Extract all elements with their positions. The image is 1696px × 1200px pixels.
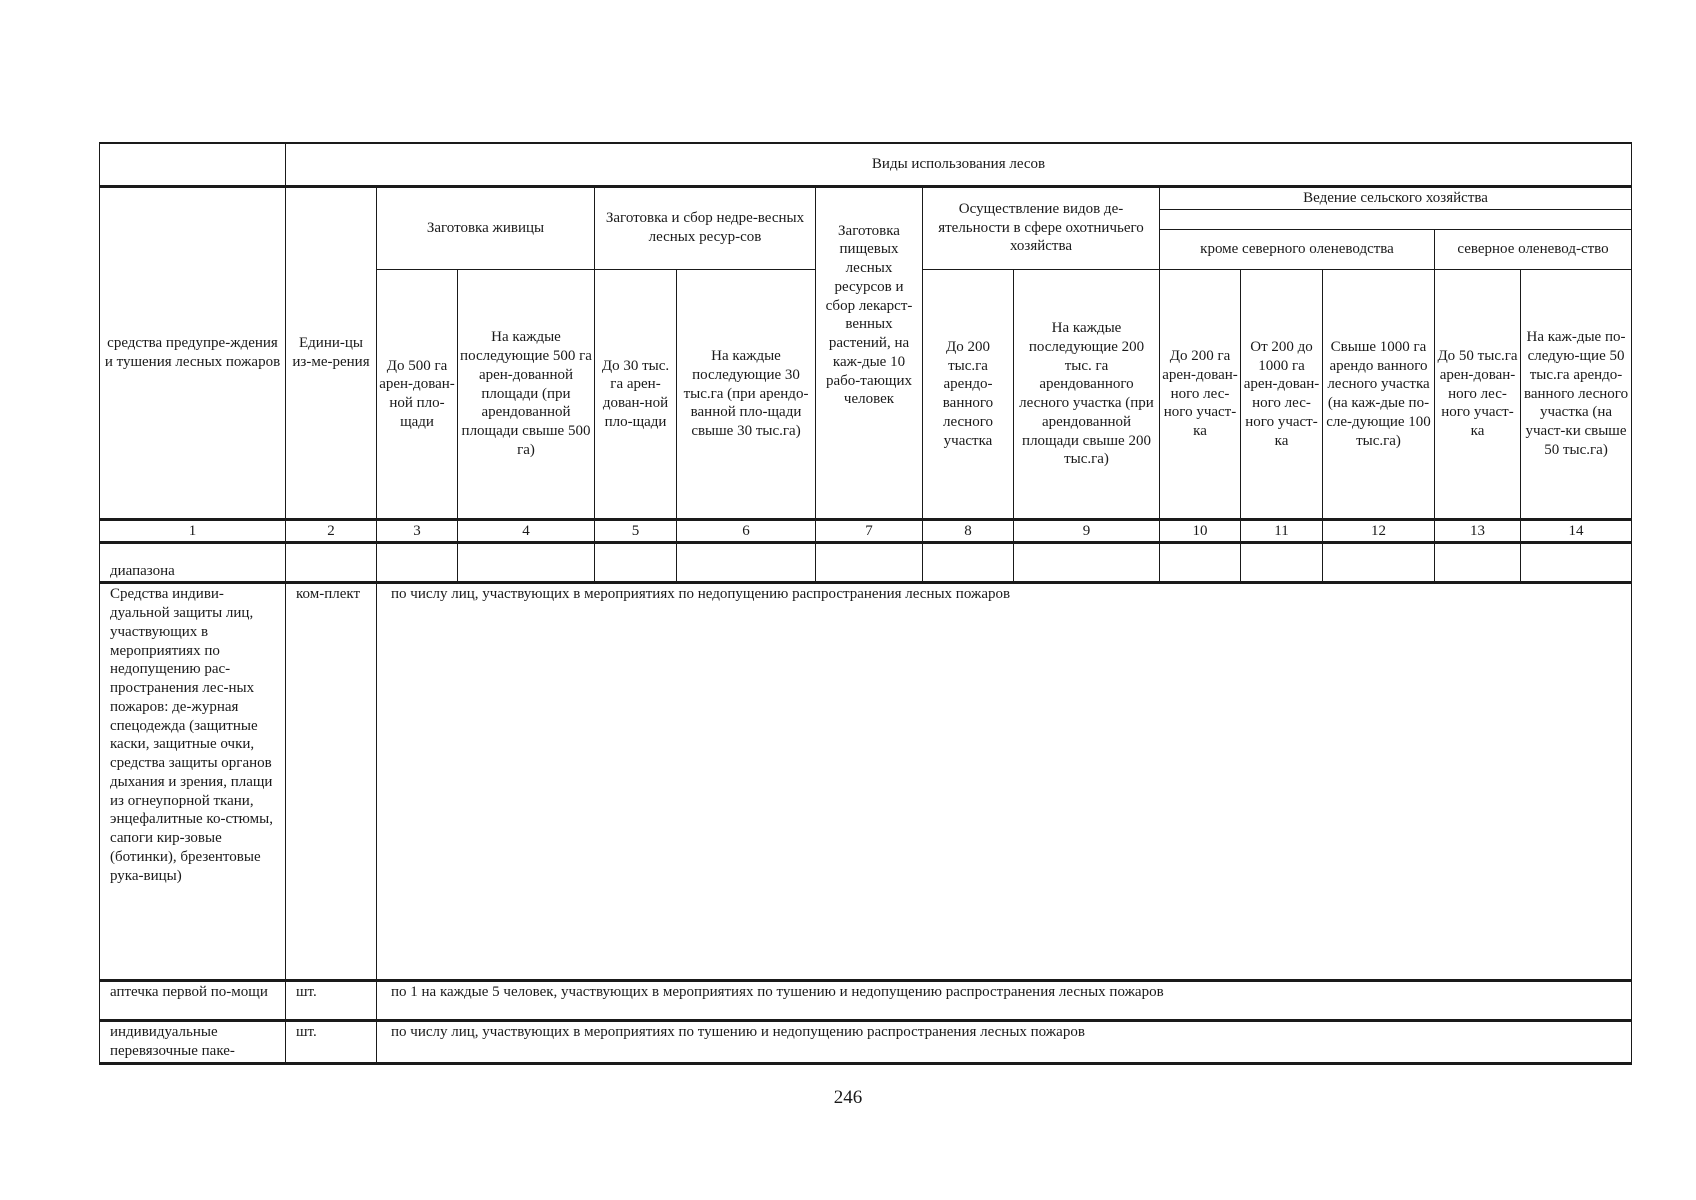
table-cell [1160, 543, 1241, 583]
group-header-hunting: Осуществление видов де-ятельности в сфере охотничьего хозяйства [923, 186, 1160, 269]
table-row-unit: шт. [286, 1021, 377, 1064]
column-header-14: На каж-дые по-следую-щие 50 тыс.га арендо-ванного лесного участка (на участ-ки свыше 50 тыс.га) [1521, 269, 1632, 519]
column-header-8: До 200 тыс.га арендо-ванного лесного участка [923, 269, 1014, 519]
forest-fire-equipment-table [99, 142, 1632, 1065]
column-header-13: До 50 тыс.га арен-дован-ного лес-ного участ-ка [1435, 269, 1521, 519]
group-header-except-reindeer: кроме северного оленеводства [1160, 229, 1435, 269]
column-number: 14 [1521, 519, 1632, 543]
column-number: 8 [923, 519, 1014, 543]
table-cell [1435, 543, 1521, 583]
column-header-3: До 500 га арен-дован-ной пло-щади [377, 269, 458, 519]
column-number: 12 [1323, 519, 1435, 543]
table-cell [1241, 543, 1323, 583]
table-cell [1014, 543, 1160, 583]
group-header-nonwood: Заготовка и сбор недре-весных лесных ресур-сов [595, 186, 816, 269]
table-cell [286, 543, 377, 583]
column-number: 5 [595, 519, 677, 543]
header-corner-cell [100, 143, 286, 186]
table-row-name: индивидуальные перевязочные паке- [100, 1021, 286, 1064]
table-cell [677, 543, 816, 583]
table-row-note: по числу лиц, участвующих в мероприятиях по недопущению распространения лесных пожаров [377, 583, 1632, 981]
column-number: 7 [816, 519, 923, 543]
column-number: 4 [458, 519, 595, 543]
column-number: 11 [1241, 519, 1323, 543]
group-header-resin: Заготовка живицы [377, 186, 595, 269]
group-header-agriculture: Ведение сельского хозяйства [1160, 186, 1632, 209]
table-cell [595, 543, 677, 583]
column-header-6: На каждые последующие 30 тыс.га (при арендо-ванной пло-щади свыше 30 тыс.га) [677, 269, 816, 519]
column-header-means: средства предупре-ждения и тушения лесных пожаров [100, 186, 286, 519]
table-cell [1323, 543, 1435, 583]
column-header-10: До 200 га арен-дован-ного лес-ного участ-ка [1160, 269, 1241, 519]
column-number: 6 [677, 519, 816, 543]
column-header-5: До 30 тыс. га арен-дован-ной пло-щади [595, 269, 677, 519]
forest-use-types-header: Виды использования лесов [286, 143, 1632, 186]
table-cell [923, 543, 1014, 583]
column-number: 13 [1435, 519, 1521, 543]
column-header-11: От 200 до 1000 га арен-дован-ного лес-ного участ-ка [1241, 269, 1323, 519]
table-row-unit: шт. [286, 981, 377, 1021]
table-row-name: аптечка первой по-мощи [100, 981, 286, 1021]
column-header-food-resources: Заготовка пищевых лесных ресурсов и сбор лекарст-венных растений, на каж-дые 10 рабо-тающих человек [816, 186, 923, 519]
column-number: 9 [1014, 519, 1160, 543]
table-row-name: диапазона [100, 543, 286, 583]
column-header-9: На каждые последующие 200 тыс. га арендованного лесного участка (при арендованной площади свыше 200 тыс.га) [1014, 269, 1160, 519]
column-header-units: Едини-цы из-ме-рения [286, 186, 377, 519]
column-number: 1 [100, 519, 286, 543]
group-header-reindeer: северное оленевод-ство [1435, 229, 1632, 269]
table-cell [1521, 543, 1632, 583]
column-number: 10 [1160, 519, 1241, 543]
table-cell [377, 543, 458, 583]
table-row-note: по 1 на каждые 5 человек, участвующих в мероприятиях по тушению и недопущению распространения лесных пожаров [377, 981, 1632, 1021]
column-header-4: На каждые последующие 500 га арен-дованной площади (при арендованной площади свыше 500 га) [458, 269, 595, 519]
table-cell [816, 543, 923, 583]
page-number: 246 [833, 1087, 863, 1108]
column-number: 3 [377, 519, 458, 543]
agriculture-spacer-cell [1160, 209, 1632, 229]
column-header-12: Свыше 1000 га арендо ванного лесного участка (на каж-дые по-сле-дующие 100 тыс.га) [1323, 269, 1435, 519]
table-row-name: Средства индиви-дуальной защиты лиц, участвующих в мероприятиях по недопущению рас-пространения лес-ных пожаров: де-журная спецодежда (защитные каски, защитные очки, средства защиты органов дыхания и зрения, плащи из огнеупорной ткани, энцефалитные ко-стюмы, сапоги кир-зовые (ботинки), брезентовые рука-вицы) [100, 583, 286, 981]
table-cell [458, 543, 595, 583]
column-number: 2 [286, 519, 377, 543]
table-row-note: по числу лиц, участвующих в мероприятиях по тушению и недопущению распространения лесных пожаров [377, 1021, 1632, 1064]
table-row-unit: ком-плект [286, 583, 377, 981]
